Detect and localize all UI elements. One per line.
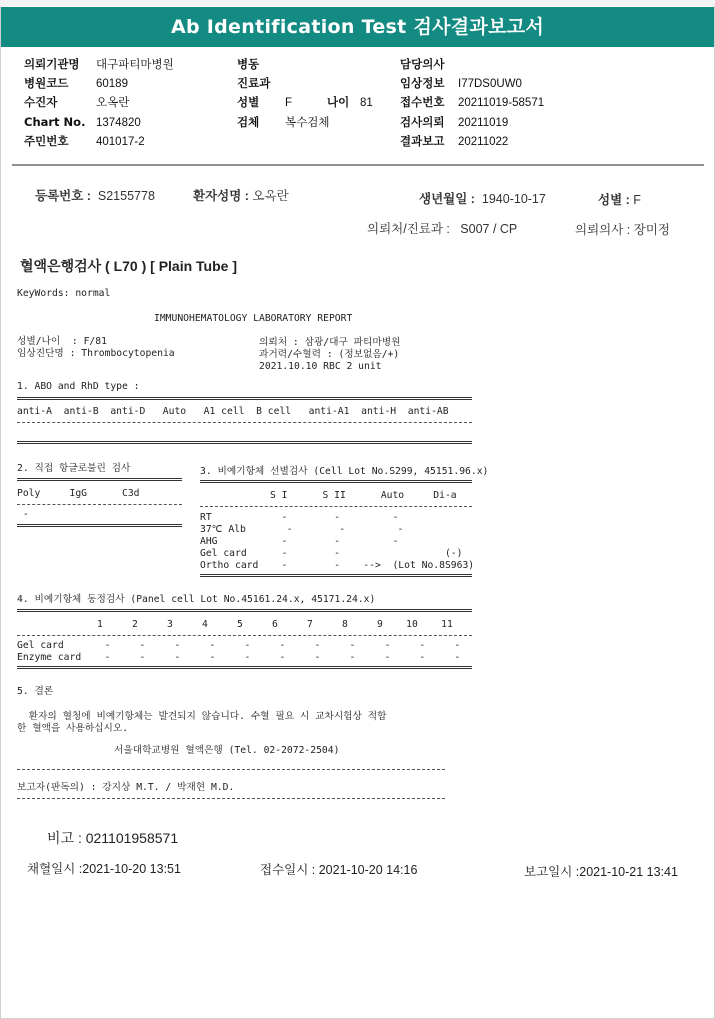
conclusion-title: 5. 결론 bbox=[17, 686, 54, 697]
sex-age: 성별/나이 : F/81 bbox=[17, 336, 107, 347]
patient-ref-doctor: 의뢰의사 : 장미정 bbox=[575, 223, 670, 237]
header-request-date: 검사의뢰 20211019 bbox=[400, 115, 509, 129]
header-age: 나이 81 bbox=[327, 95, 373, 109]
abo-rule-bottom bbox=[17, 441, 472, 444]
patient-sex: 성별 : F bbox=[598, 193, 641, 207]
screen-row-ortho: Ortho card - - --> (Lot No.8S963) bbox=[200, 560, 475, 571]
dat-rule-top bbox=[17, 478, 182, 481]
screen-rule-bottom bbox=[200, 574, 472, 577]
screen-row-rt: RT - - - bbox=[200, 512, 399, 523]
reporter-rule-bottom bbox=[17, 798, 445, 799]
patient-name: 환자성명 : 오옥란 bbox=[193, 189, 289, 203]
header-patient: 수진자 오옥란 bbox=[24, 95, 130, 109]
panel-rule-top bbox=[17, 609, 472, 612]
screen-headers: S I S II Auto Di-a bbox=[270, 490, 457, 501]
abo-rule-top bbox=[17, 397, 472, 400]
referrer: 의뢰처 : 삼광/대구 파티마병원 bbox=[259, 337, 401, 348]
panel-row-gel: Gel card - - - - - - - - - - - bbox=[17, 640, 461, 651]
dat-rule-bottom bbox=[17, 524, 182, 527]
header-hospital-code: 병원코드 60189 bbox=[24, 76, 128, 90]
header-sex: 성별 F bbox=[237, 95, 293, 109]
abo-title: 1. ABO and RhD type : bbox=[17, 381, 140, 392]
dat-rule-mid bbox=[17, 504, 182, 505]
panel-row-enzyme: Enzyme card - - - - - - - - - - - bbox=[17, 652, 461, 663]
dat-value: - bbox=[17, 509, 29, 520]
screen-rule-mid bbox=[200, 506, 472, 507]
diagnosis: 임상진단명 : Thrombocytopenia bbox=[17, 348, 175, 359]
panel-rule-mid bbox=[17, 635, 472, 636]
panel-title: 4. 비예기항체 동정검사 (Panel cell Lot No.45161.24.x, 45171.24.x) bbox=[17, 594, 376, 605]
header-divider bbox=[12, 164, 704, 166]
collect-time: 채혈일시 :2021-10-20 13:51 bbox=[27, 862, 181, 876]
section-title: 혈액은행검사 ( L70 ) [ Plain Tube ] bbox=[20, 258, 238, 274]
remark: 비고 : 021101958571 bbox=[47, 830, 179, 846]
dat-headers: Poly IgG C3d bbox=[17, 488, 140, 499]
screen-row-ahg: AHG - - - bbox=[200, 536, 399, 547]
patient-dob: 생년월일 : 1940-10-17 bbox=[419, 192, 546, 206]
header-doctor: 담당의사 bbox=[400, 57, 445, 71]
header-report-date: 결과보고 20211022 bbox=[400, 134, 509, 148]
reporter-rule-top bbox=[17, 769, 445, 770]
header-specimen: 검체 복수검체 bbox=[237, 115, 330, 129]
receive-time: 접수일시 : 2021-10-20 14:16 bbox=[260, 863, 418, 877]
patient-dept: 의뢰처/진료과 : S007 / CP bbox=[367, 222, 518, 236]
header-clinical-info: 임상정보 I77DS0UW0 bbox=[400, 76, 522, 90]
screen-title: 3. 비예기항체 선별검사 (Cell Lot No.S299, 45151.96.x) bbox=[200, 466, 489, 477]
report-title: Ab Identification Test 검사결과보고서 bbox=[1, 7, 714, 47]
header-id-no: 주민번호 401017-2 bbox=[24, 134, 145, 148]
panel-headers: 1 2 3 4 5 6 7 8 9 10 11 bbox=[97, 619, 453, 630]
reporter: 보고자(판독의) : 강지상 M.T. / 박재현 M.D. bbox=[17, 782, 235, 793]
patient-reg-no: 등록번호 : S2155778 bbox=[35, 189, 155, 203]
header-chart-no: Chart No. 1374820 bbox=[24, 115, 141, 129]
lab-contact: 서울대학교병원 혈액은행 (Tel. 02-2072-2504) bbox=[114, 745, 340, 756]
dat-title: 2. 직접 항글로불린 검사 bbox=[17, 463, 131, 474]
keywords: KeyWords: normal bbox=[17, 288, 111, 299]
report-time: 보고일시 :2021-10-21 13:41 bbox=[524, 865, 678, 879]
panel-rule-bottom bbox=[17, 666, 472, 669]
report-heading: IMMUNOHEMATOLOGY LABORATORY REPORT bbox=[154, 313, 353, 324]
screen-row-gel: Gel card - - (-) bbox=[200, 548, 463, 559]
history: 과거력/수혈력 : (정보없음/+) bbox=[259, 349, 400, 360]
screen-rule-top bbox=[200, 480, 472, 483]
header-department: 진료과 bbox=[237, 76, 271, 90]
abo-headers: anti-A anti-B anti-D Auto A1 cell B cell anti-A1 anti-H anti-AB bbox=[17, 406, 449, 417]
screen-row-alb: 37℃ Alb - - - bbox=[200, 524, 404, 535]
top-strip bbox=[0, 0, 715, 6]
header-receipt-no: 접수번호 20211019-58571 bbox=[400, 95, 545, 109]
transfusion: 2021.10.10 RBC 2 unit bbox=[259, 361, 382, 372]
conclusion-line-2: 한 혈액을 사용하십시오. bbox=[17, 723, 129, 734]
conclusion-line-1: 환자의 혈청에 비예기항체는 발견되지 않습니다. 수혈 필요 시 교차시험상 적합 bbox=[17, 711, 387, 722]
header-hospital: 의뢰기관명 대구파티마병원 bbox=[24, 57, 174, 71]
abo-rule-mid bbox=[17, 422, 472, 423]
header-ward: 병동 bbox=[237, 57, 260, 71]
